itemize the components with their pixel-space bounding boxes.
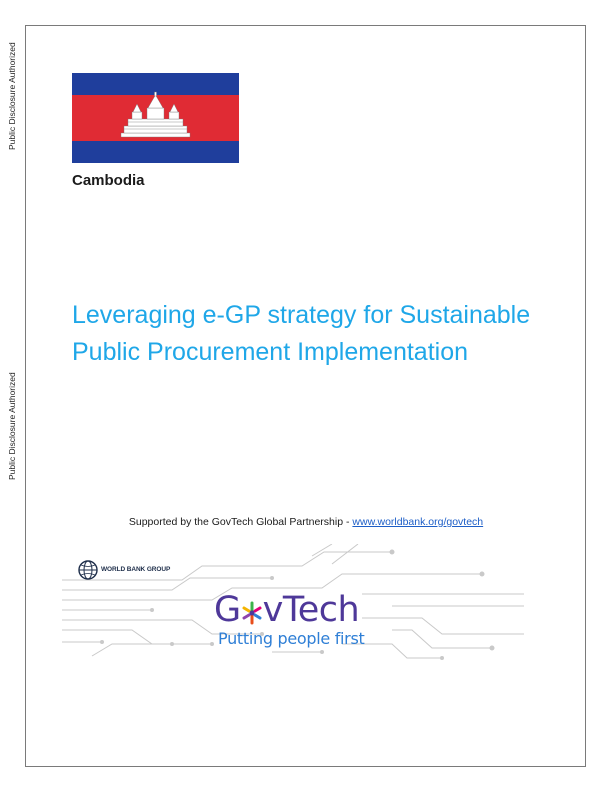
disclosure-label-bottom: Public Disclosure Authorized (7, 372, 17, 480)
govtech-wordmark (214, 591, 359, 629)
govtech-tagline: Putting people first (218, 629, 365, 648)
country-name: Cambodia (72, 172, 145, 189)
world-bank-wordmark: WORLD BANK GROUP (101, 566, 171, 573)
report-title: Leveraging e-GP strategy for Sustainable Public Procurement Implementation (72, 301, 531, 366)
angkor-wat-icon (72, 73, 239, 163)
disclosure-label-top: Public Disclosure Authorized (7, 42, 17, 150)
world-bank-logo (78, 560, 170, 580)
govtech-letter-g: G (214, 590, 241, 630)
globe-icon (78, 560, 98, 580)
cambodia-flag (72, 73, 239, 163)
snowflake-icon (240, 600, 264, 626)
govtech-letters-vtech: vTech (262, 590, 360, 630)
govtech-link[interactable]: www.worldbank.org/govtech (352, 516, 484, 528)
support-text: Supported by the GovTech Global Partnership - (128, 516, 353, 528)
support-line (70, 516, 542, 528)
